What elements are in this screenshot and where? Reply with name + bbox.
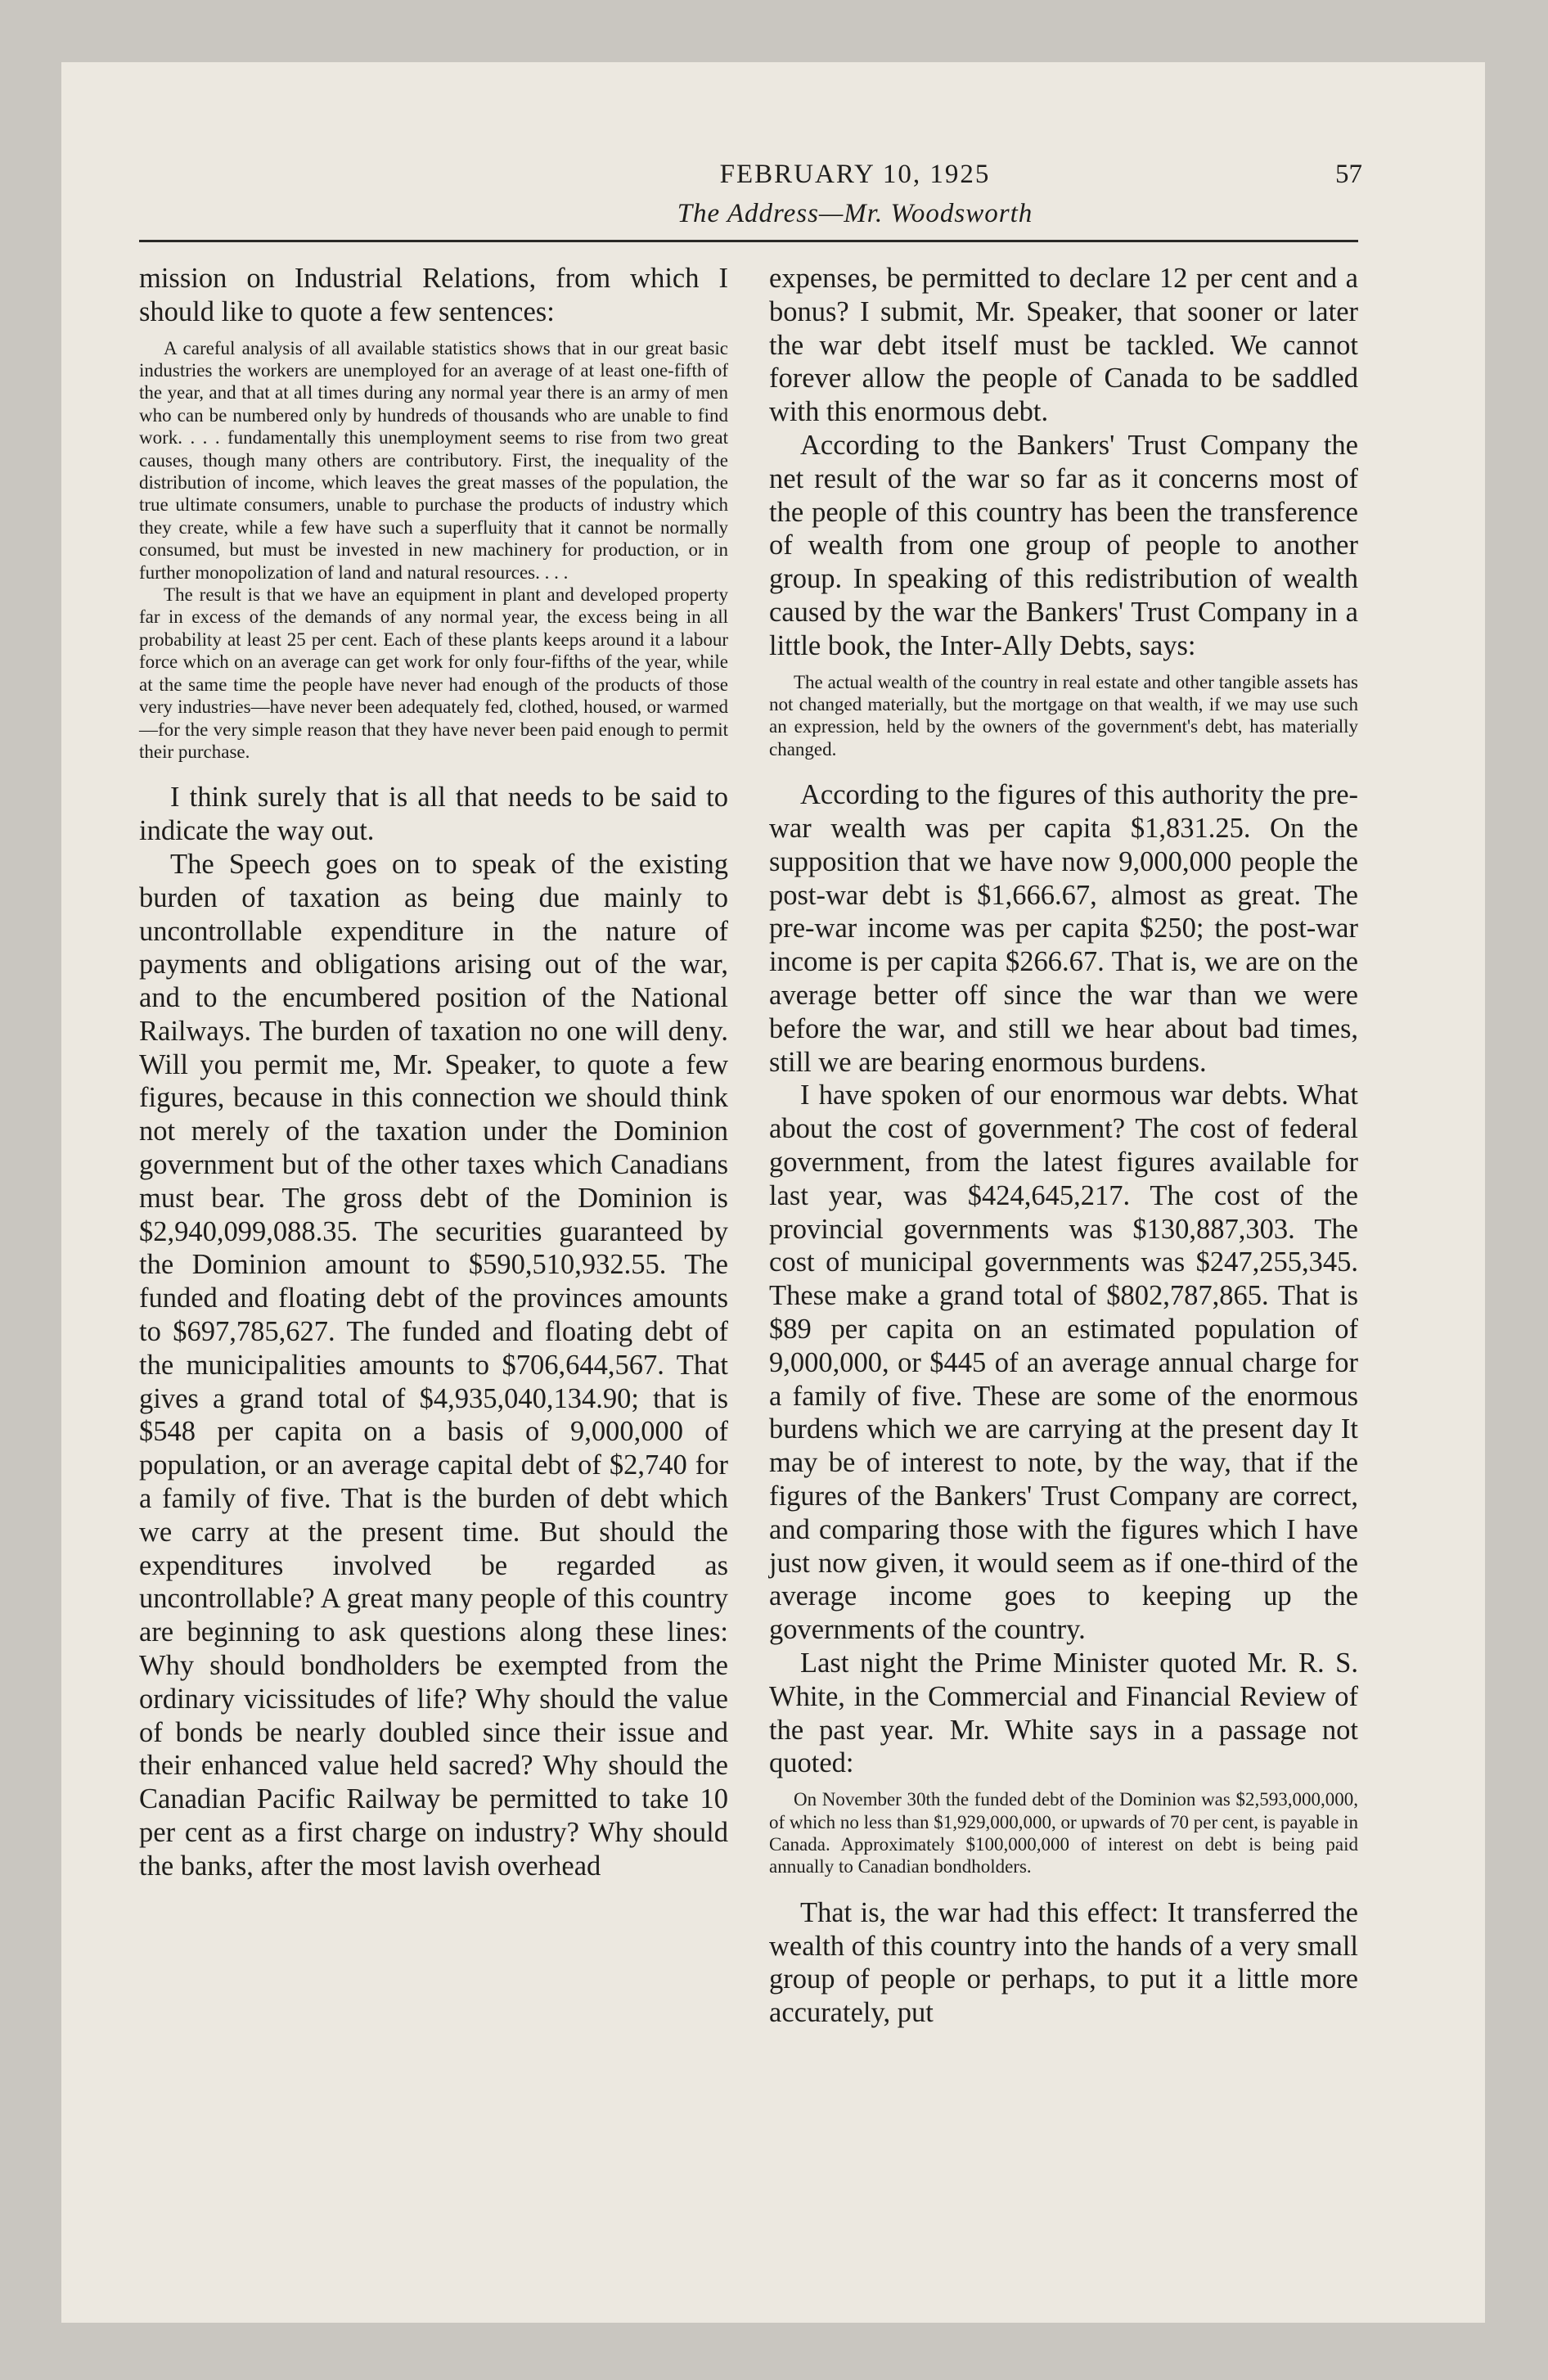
paragraph: That is, the war had this effect: It transferred the wealth of this country into the hands of a very small group of people or perhaps, to put it a little more accurately, put: [769, 1896, 1358, 2029]
block-quote: On November 30th the funded debt of the Dominion was $2,593,000,000, of which no less than $1,929,000,000, or upwards of 70 per cent, is payable in Canada. Approximately $100,000,000 of interest on debt is being paid annually to Canadian bondholders.: [769, 1789, 1358, 1877]
paragraph: mission on Industrial Relations, from which I should like to quote a few sentences:: [139, 263, 728, 327]
paragraph: I have spoken of our enormous war debts. What about the cost of government? The cost of federal government, from the latest figures available for last year, was $424,645,217. The cost of the provincial governments was $130,887,303. The cost of municipal governments was $247,255,345. These make a grand total of $802,787,865. That is $89 per capita on an estimated population of 9,000,000, or $445 of an average annual charge for a family of five. These are some of the enormous burdens which we are carrying at the present day It may be of interest to note, by the way, that if the figures of the Bankers' Trust Company are correct, and comparing those with the figures which I have just now given, it would seem as if one-third of the average income goes to keeping up the governments of the country.: [769, 1080, 1358, 1646]
paragraph: According to the Bankers' Trust Company the net result of the war so far as it concerns most of the people of this country has been the transference of wealth from one group of people to another group. In speaking of this redistribution of wealth caused by the war the Bankers' Trust Company in a little book, the Inter-Ally Debts, says:: [769, 429, 1358, 661]
paragraph: expenses, be permitted to declare 12 per cent and a bonus? I submit, Mr. Speaker, that sooner or later the war debt itself must be tackled. We cannot forever allow the people of Canada to be saddled with this enormous debt.: [769, 263, 1358, 428]
page-number: 57: [1335, 160, 1362, 189]
running-title: The Address—Mr. Woodsworth: [677, 199, 1033, 228]
block-quote: The result is that we have an equipment in plant and developed property far in excess of the demands of any normal year, the excess being in all probability at least 25 per cent. Each of these plants keeps around it a labour force which on an average can get work for only four-fifths of the year, while at the same time the people have never had enough of the products of those very industries—have never been adequately fed, clothed, housed, or warmed—for the very simple reason that they have never been paid enough to permit their purchase.: [139, 584, 728, 762]
block-quote: The actual wealth of the country in real estate and other tangible assets has not changed materially, but the mortgage on that wealth, if we may use such an expression, held by the owners of the government's debt, has materially changed.: [769, 671, 1358, 760]
paragraph: Last night the Prime Minister quoted Mr. R. S. White, in the Commercial and Financial Review of the past year. Mr. White says in a passage not quoted:: [769, 1647, 1358, 1779]
paragraph: I think surely that is all that needs to be said to indicate the way out.: [139, 782, 728, 847]
paragraph: The Speech goes on to speak of the existing burden of taxation as being due mainly to uncontrollable expenditure in the nature of payments and obligations arising out of the war, and to the encumbered position of the National Railways. The burden of taxation no one will deny. Will you permit me, Mr. Speaker, to quote a few figures, because in this connection we should think not merely of the taxation under the Dominion government but of the other taxes which Canadians must bear. The gross debt of the Dominion is $2,940,099,088.35. The securities guaranteed by the Dominion amount to $590,510,932.55. The funded and floating debt of the provinces amounts to $697,785,627. The funded and floating debt of the municipalities amounts to $706,644,567. That gives a grand total of $4,935,040,134.90; that is $548 per capita on a basis of 9,000,000 of population, or an average capital debt of $2,740 for a family of five. That is the burden of debt which we carry at the present time. But should the expenditures involved be regarded as uncontrollable? A great many people of this country are beginning to ask questions along these lines: Why should bondholders be exempted from the ordinary vicissitudes of life? Why should the value of bonds be nearly doubled since their issue and their enhanced value held sacred? Why should the Canadian Pacific Railway be permitted to take 10 per cent as a first charge on industry? Why should the banks, after the most lavish overhead: [139, 848, 728, 1882]
header-rule: [139, 240, 1358, 242]
document-page: [78, 90, 1415, 2218]
header-date: FEBRUARY 10, 1925: [719, 160, 991, 189]
block-quote: A careful analysis of all available statistics shows that in our great basic industries the workers are unemployed for an average of at least one-fifth of the year, and that at all times during any normal year there is an army of men who can be numbered only by hundreds of thousands who are unable to find work. . . . fundamentally this unemployment seems to rise from two great causes, though many others are contributory. First, the inequality of the distribution of income, which leaves the great masses of the population, the true ultimate consumers, unable to purchase the products of industry which they create, while a few have such a superfluity that it cannot be normally consumed, but must be invested in new machinery for production, or in further monopolization of land and natural resources. . . .: [139, 337, 728, 583]
paragraph: According to the figures of this authority the pre-war wealth was per capita $1,831.25. On the supposition that we have now 9,000,000 people the post-war debt is $1,666.67, almost as great. The pre-war income was per capita $250; the post-war income is per capita $266.67. That is, we are on the average better off since the war than we were before the war, and still we hear about bad times, still we are bearing enormous burdens.: [769, 779, 1358, 1078]
right-column: [769, 262, 1358, 2030]
left-column: [139, 262, 728, 1883]
